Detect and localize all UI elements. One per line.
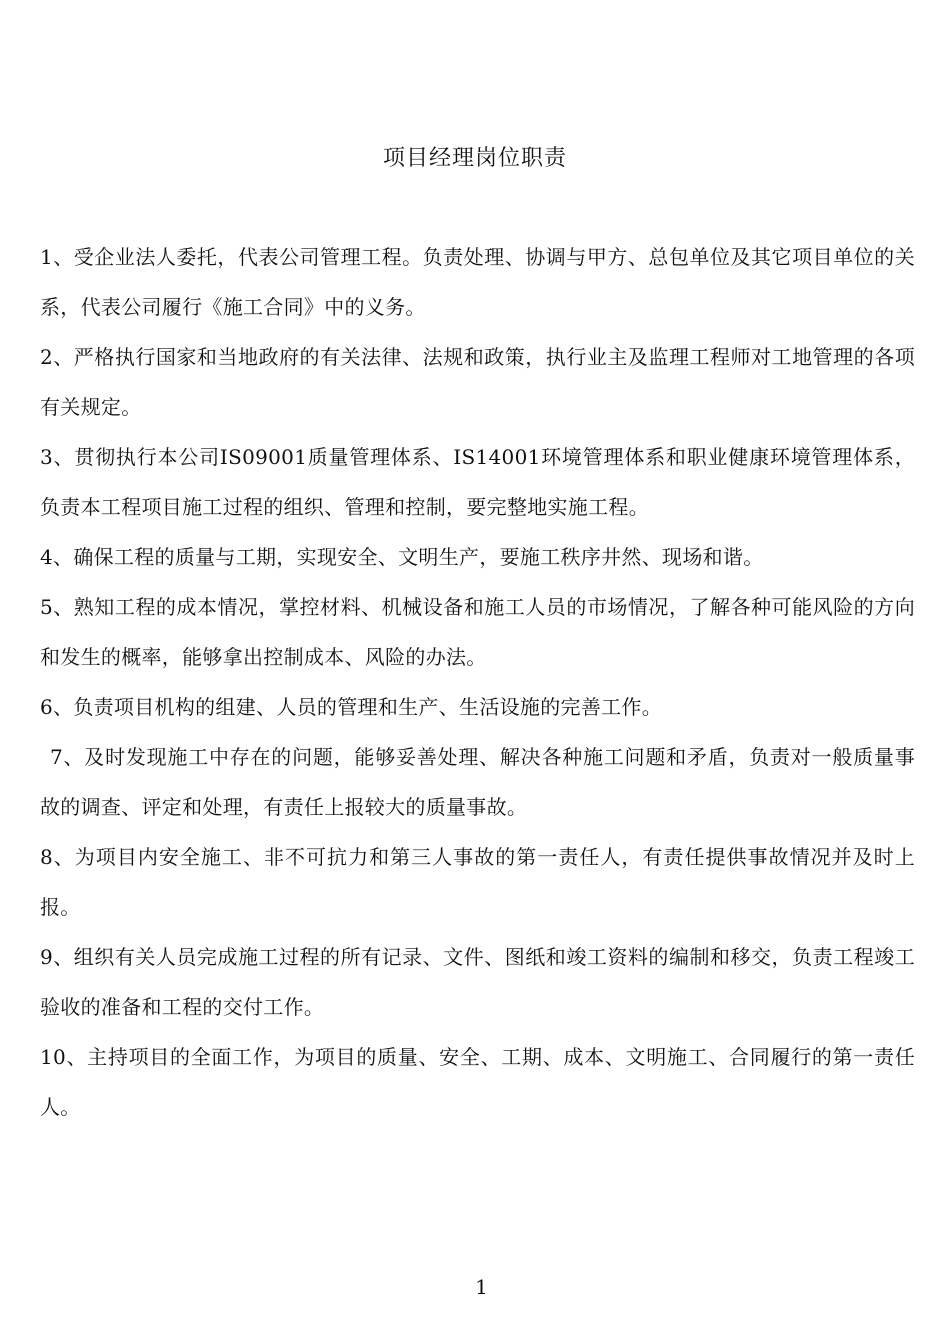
list-item: 4、确保工程的质量与工期，实现安全、文明生产，要施工秩序井然、现场和谐。 <box>40 545 764 569</box>
list-item: 1、受企业法人委托，代表公司管理工程。负责处理、协调与甲方、总包单位及其它项目单位的关系，代表公司履行《施工合同》中的义务。 <box>40 245 915 319</box>
document-title: 项目经理岗位职责 <box>382 146 567 171</box>
list-item: 6、负责项目机构的组建、人员的管理和生产、生活设施的完善工作。 <box>40 695 663 719</box>
list-item: 9、组织有关人员完成施工过程的所有记录、文件、图纸和竣工资料的编制和移交，负责工程竣工验收的准备和工程的交付工作。 <box>40 945 915 1019</box>
responsibilities-list <box>40 232 915 1132</box>
list-item: 8、为项目内安全施工、非不可抗力和第三人事故的第一责任人，有责任提供事故情况并及时上报。 <box>40 845 915 919</box>
list-item: 2、严格执行国家和当地政府的有关法律、法规和政策，执行业主及监理工程师对工地管理的各项有关规定。 <box>40 345 915 419</box>
list-item: 3、贯彻执行本公司IS09001质量管理体系、IS14001环境管理体系和职业健康环境管理体系，负责本工程项目施工过程的组织、管理和控制，要完整地实施工程。 <box>40 445 915 519</box>
list-item: 7、及时发现施工中存在的问题，能够妥善处理、解决各种施工问题和矛盾，负责对一般质量事故的调查、评定和处理，有责任上报较大的质量事故。 <box>40 745 915 819</box>
list-item: 10、主持项目的全面工作，为项目的质量、安全、工期、成本、文明施工、合同履行的第一责任人。 <box>40 1045 915 1119</box>
page-number: 1 <box>475 1275 488 1299</box>
list-item: 5、熟知工程的成本情况，掌控材料、机械设备和施工人员的市场情况，了解各种可能风险的方向和发生的概率，能够拿出控制成本、风险的办法。 <box>40 595 915 669</box>
